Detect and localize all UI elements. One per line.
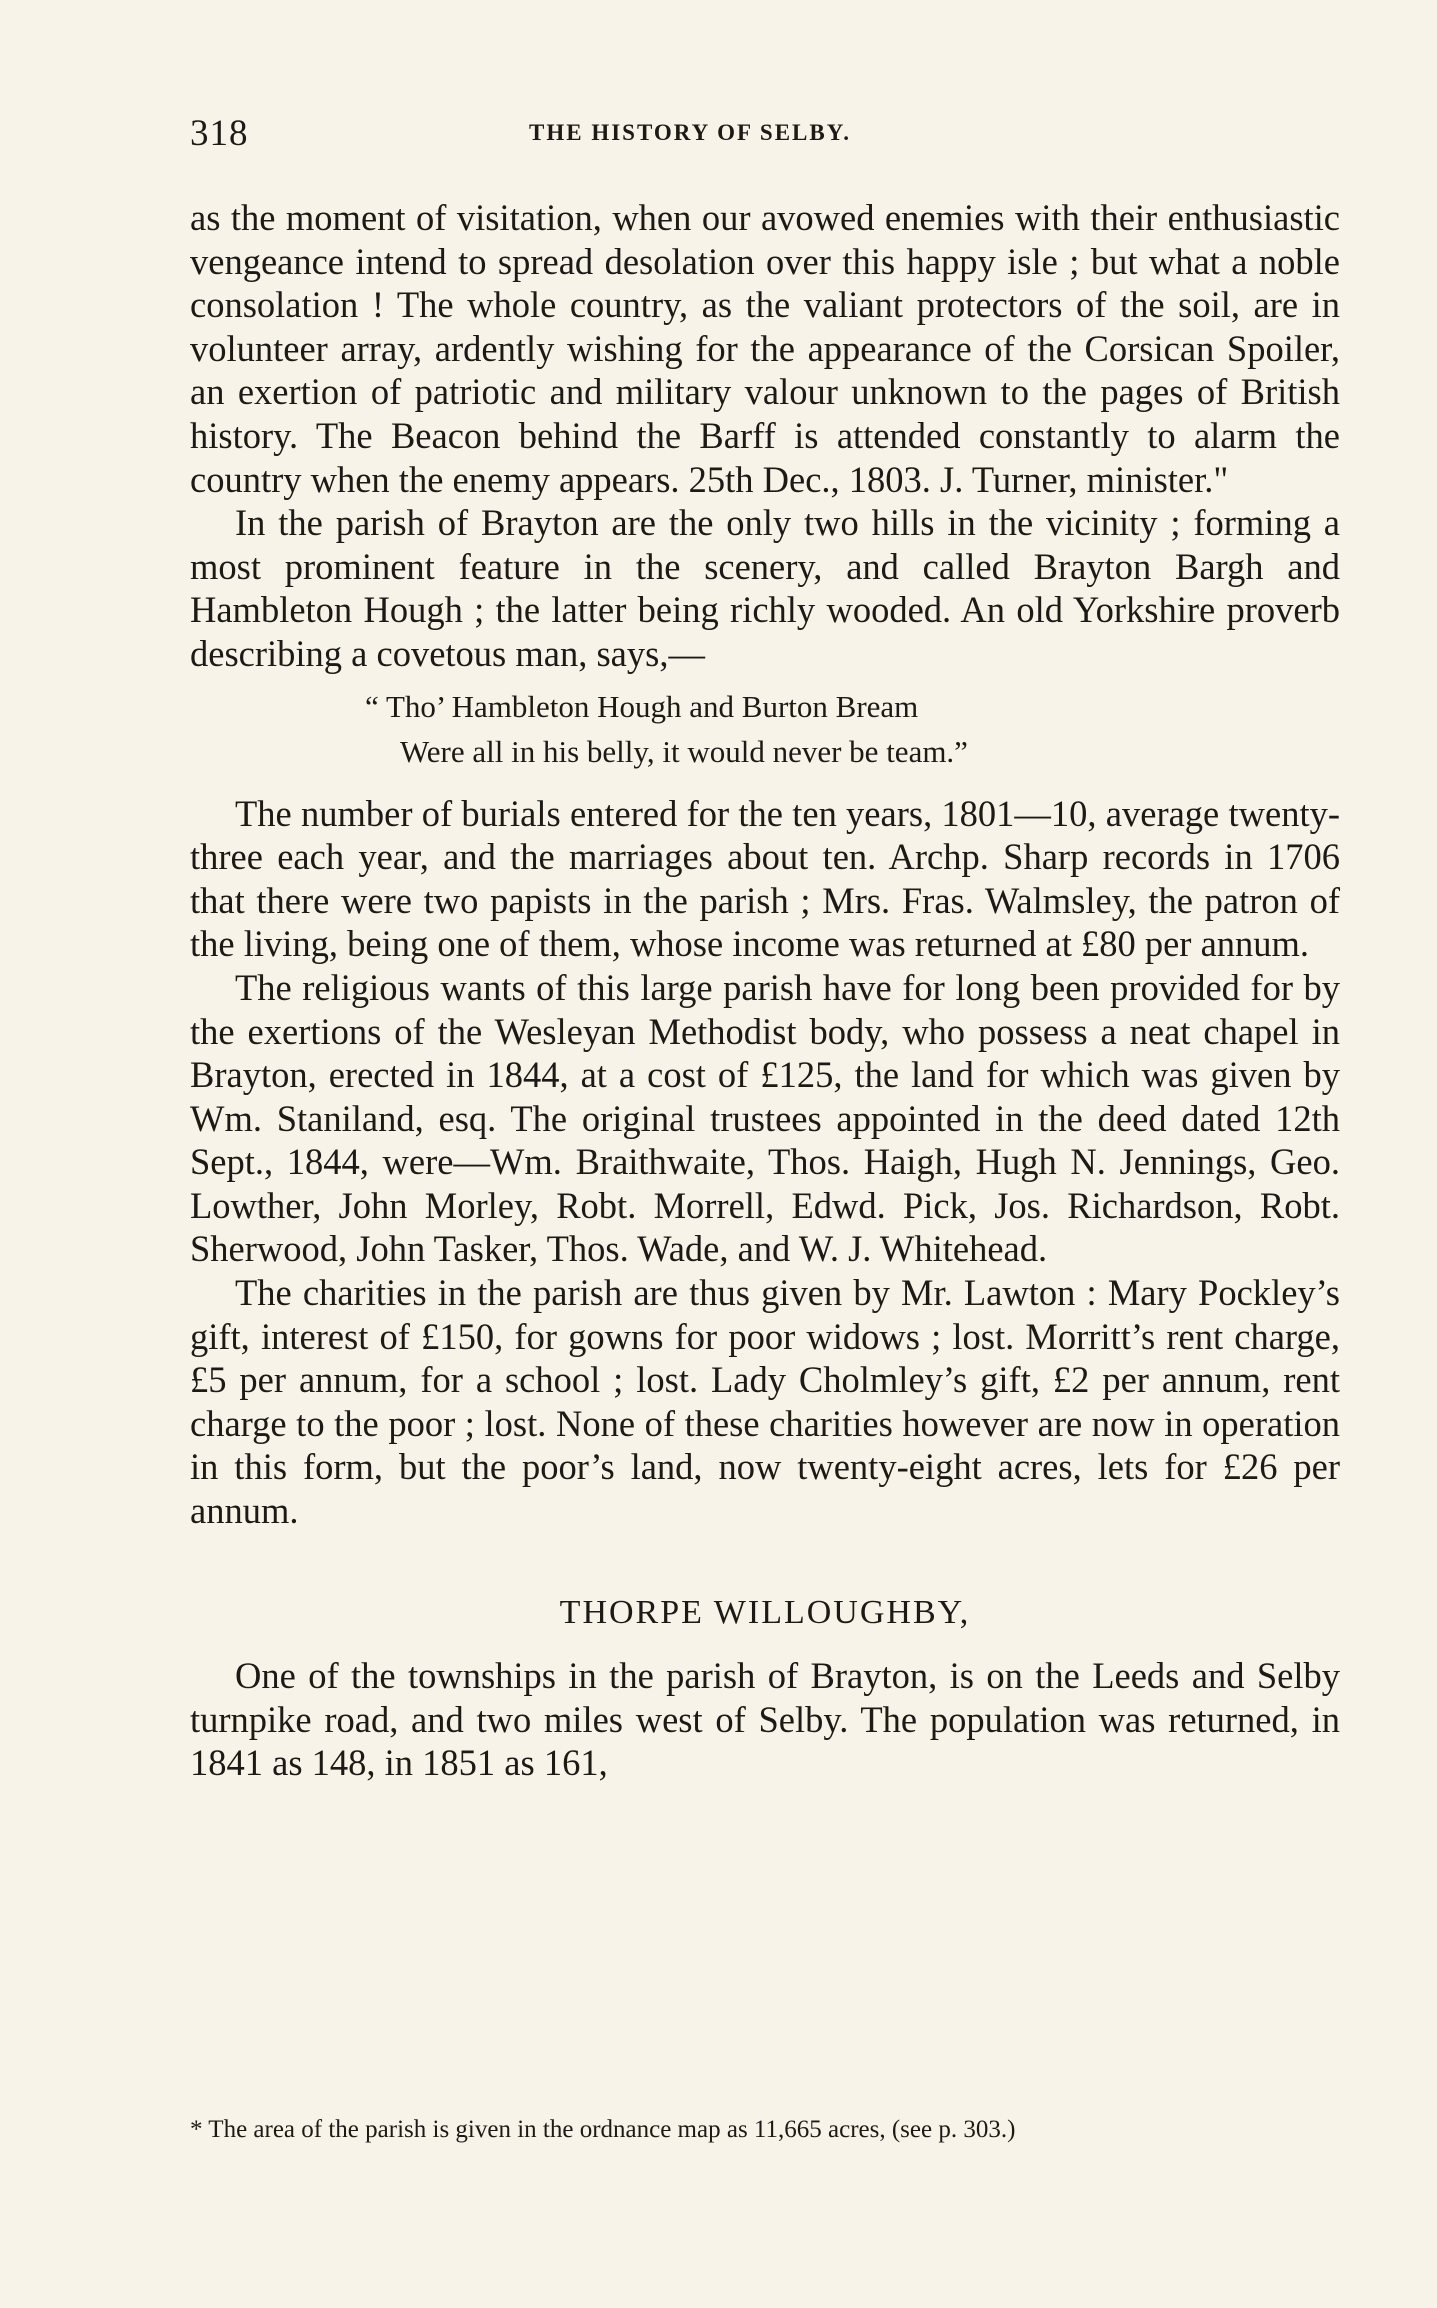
paragraph-wesleyan: The religious wants of this large parish have for long been provided for by the exertions of the Wesleyan Methodist body, who possess a neat chapel in Brayton, erected in 1844, at a cost of £125, the land for which was given by Wm. Staniland, esq. The original trustees appointed in the deed dated 12th Sept., 1844, were—Wm. Braithwaite, Thos. Haigh, Hugh N. Jennings, Geo. Lowther, John Morley, Robt. Morrell, Edwd. Pick, Jos. Richardson, Robt. Sherwood, John Tasker, Thos. Wade, and W. J. Whitehead. — [190, 966, 1340, 1270]
paragraph-thorpe-willoughby: One of the townships in the parish of Brayton, is on the Leeds and Selby turnpike road, and two miles west of Selby. The population was returned, in 1841 as 148, in 1851 as 161, — [190, 1655, 1340, 1784]
paragraph-continued: as the moment of visitation, when our avowed enemies with their enthusiastic vengeance intend to spread desolation over this happy isle ; but what a noble consolation ! The whole country, as the valiant protectors of the soil, are in volunteer array, ardently wishing for the appearance of the Corsican Spoiler, an exertion of patriotic and military valour unknown to the pages of British history. The Beacon behind the Barff is attended constantly to alarm the country when the enemy appears. 25th Dec., 1803. J. Turner, minister." — [190, 197, 1340, 500]
paragraph-burials: The number of burials entered for the ten years, 1801—10, average twenty-three each year, and the marriages about ten. Archp. Sharp records in 1706 that there were two papists in the parish ; Mrs. Fras. Walmsley, the patron of the living, being one of them, whose income was returned at £80 per annum. — [190, 792, 1340, 965]
verse-line: “ Tho’ Hambleton Hough and Burton Bream — [365, 688, 919, 724]
paragraph-charities: The charities in the parish are thus given by Mr. Lawton : Mary Pockley’s gift, interest of £150, for gowns for poor widows ; lost. Morritt’s rent charge, £5 per annum, for a school ; lost. Lady Cholmley’s gift, £2 per annum, rent charge to the poor ; lost. None of these charities however are now in operation in this form, but the poor’s land, now twenty-eight acres, lets for £26 per annum. — [190, 1272, 1340, 1532]
verse-line: Were all in his belly, it would never be team.” — [400, 733, 968, 769]
running-title: THE HISTORY OF SELBY. — [529, 120, 851, 145]
footnote: * The area of the parish is given in the ordnance map as 11,665 acres, (see p. 303.) — [190, 2116, 1016, 2143]
page-number: 318 — [190, 113, 249, 154]
body-text — [190, 196, 1340, 1785]
running-head — [190, 112, 1340, 162]
proverb-verse — [190, 684, 1340, 774]
paragraph-brayton-hills: In the parish of Brayton are the only two hills in the vicinity ; forming a most prominent feature in the scenery, and called Brayton Bargh and Hambleton Hough ; the latter being richly wooded. An old Yorkshire proverb describing a covetous man, says,— — [190, 502, 1340, 674]
section-heading: THORPE WILLOUGHBY, — [559, 1593, 971, 1631]
